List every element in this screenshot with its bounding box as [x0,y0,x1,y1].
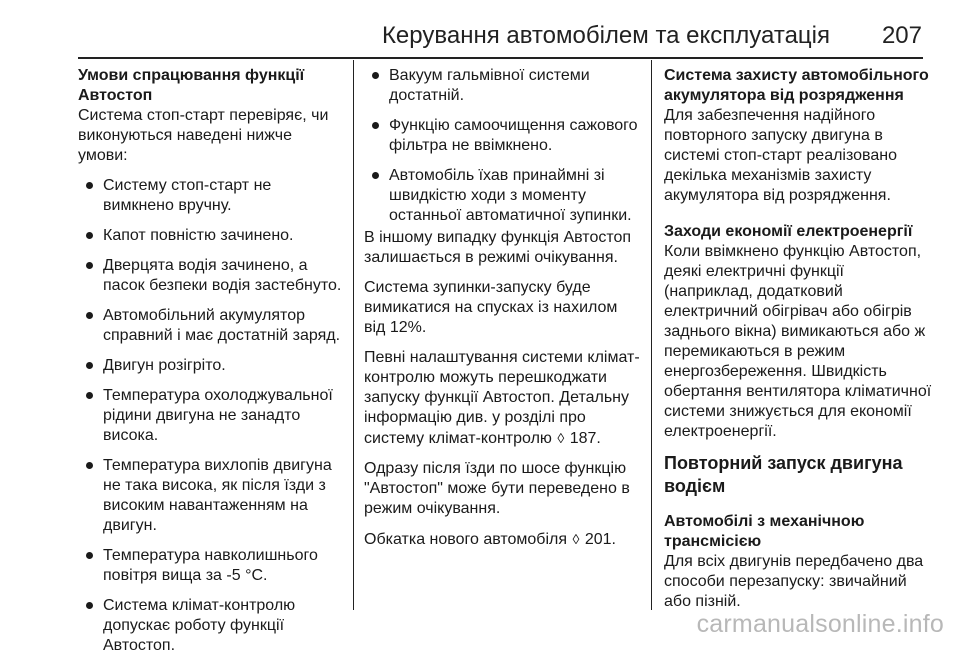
bullet-icon [86,182,93,189]
bullet-icon [86,392,93,399]
bullet-icon [372,122,379,129]
conditions-list-continued [364,66,642,226]
section-heading-autostop-conditions: Умови спрацювання функції Автостоп [78,67,305,104]
climate-paragraph: Певні налаштування системи клімат-контролю можуть перешкоджати запуску функції Автостоп. Детальну інформацію див. у розділі про систему клімат-контролю ◊ 187. [364,349,640,447]
list-item: Вакуум гальмівної системи достатній. [364,66,642,106]
page-reference-icon: ◊ [557,430,565,446]
page-title: Керування автомобілем та експлуатація [381,22,830,49]
column-divider-2 [651,60,652,610]
list-item: Автомобільний акумулятор справний і має достатній заряд. [78,306,346,346]
battery-protection-paragraph: Для забезпечення надійного повторного запуску двигуна в системі стоп-старт реалізовано декілька механізмів захисту акумулятора від розрядження. [664,107,897,204]
bullet-icon [86,462,93,469]
header-divider [78,57,923,59]
list-item: Двигун розігріто. [78,356,346,376]
watermark: carmanualsonline.info [696,610,944,638]
list-item: Функцію самоочищення сажового фільтра не ввімкнено. [364,116,642,156]
column-1 [78,66,346,666]
break-in-paragraph: Обкатка нового автомобіля ◊ 201. [364,531,616,548]
list-item: Капот повністю зачинено. [78,226,346,246]
page-reference-link[interactable]: 187. [569,430,601,447]
conditions-list [78,176,346,656]
page-number: 207 [881,22,922,49]
section-heading-battery-protection: Система захисту автомобільного акумулятора від розрядження [664,67,929,104]
list-item: Система клімат-контролю допускає роботу функції Автостоп. [78,596,346,656]
bullet-icon [86,602,93,609]
energy-saving-paragraph: Коли ввімкнено функцію Автостоп, деякі електричні функції (наприклад, додатковий електричний обігрівач або обігрів заднього вікна) вимикаються або ж перемикаються в режим енергозбереження. Швидкість обертання вентилятора кліматичної системи знижується для економії електроенергії. [664,243,932,440]
standby-paragraph: В іншому випадку функція Автостоп залишається в режимі очікування. [364,229,632,266]
bullet-icon [372,172,379,179]
list-item: Систему стоп-старт не вимкнено вручну. [78,176,346,216]
page-header [0,0,960,50]
list-item: Автомобіль їхав принаймні зі швидкістю ходи з моменту останньої автоматичної зупинки. [364,166,642,226]
page-reference-link[interactable]: 201. [584,531,616,548]
section-heading-driver-restart: Повторний запуск двигуна водієм [664,453,903,496]
intro-paragraph: Система стоп-старт перевіряє, чи виконуються наведені нижче умови: [78,107,329,164]
bullet-icon [86,362,93,369]
manual-transmission-paragraph: Для всіх двигунів передбачено два способи перезапуску: звичайний або пізній. [664,553,924,610]
bullet-icon [86,262,93,269]
list-item: Температура вихлопів двигуна не така висока, як після їзди з високим навантаженням на двигун. [78,456,346,536]
bullet-icon [86,552,93,559]
bullet-icon [372,72,379,79]
column-2 [364,66,642,560]
list-item: Температура навколишнього повітря вища за -5 °C. [78,546,346,586]
section-heading-energy-saving: Заходи економії електроенергії [664,223,913,240]
subsection-heading-manual-transmission: Автомобілі з механічною трансмісією [664,513,865,550]
page-reference-icon: ◊ [572,531,580,547]
highway-paragraph: Одразу після їзди по шосе функцію "Автостоп" може бути переведено в режим очікування. [364,460,630,517]
bullet-icon [86,232,93,239]
slope-paragraph: Система зупинки-запуску буде вимикатися на спусках із нахилом від 12%. [364,279,618,336]
column-divider-1 [353,60,354,610]
column-3 [664,66,934,622]
list-item: Температура охолоджувальної рідини двигуна не занадто висока. [78,386,346,446]
list-item: Дверцята водія зачинено, а пасок безпеки водія застебнуто. [78,256,346,296]
bullet-icon [86,312,93,319]
